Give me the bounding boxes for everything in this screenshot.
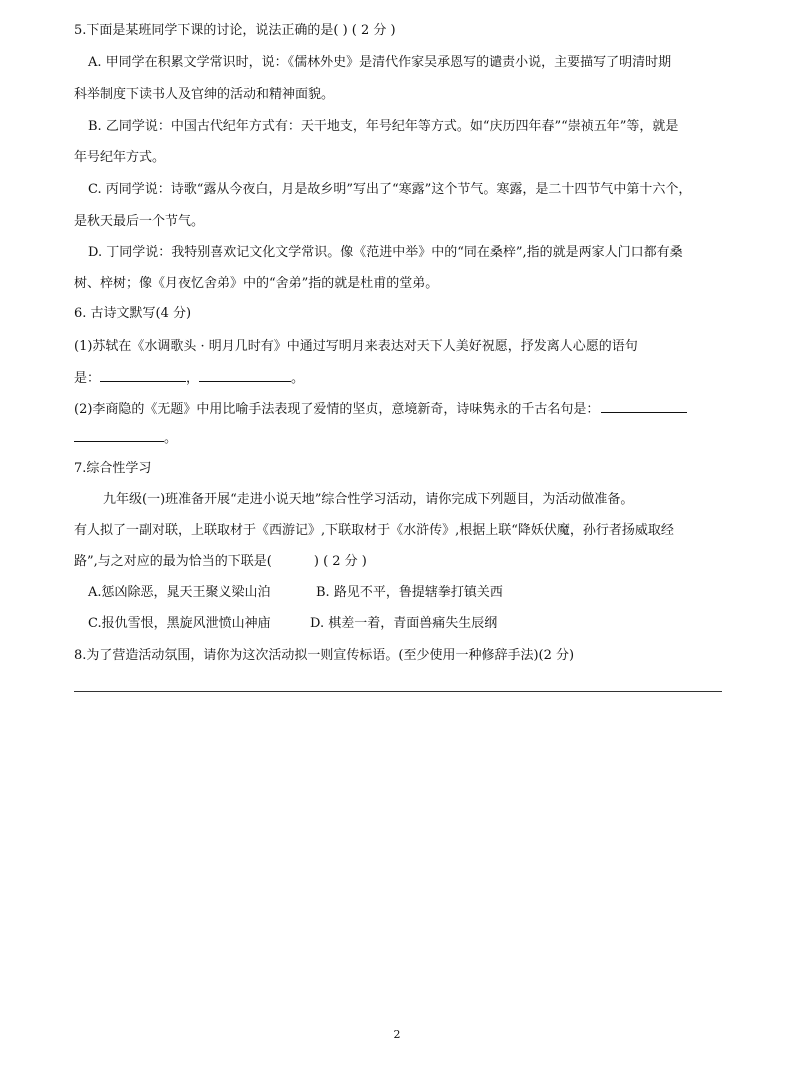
q6-part1-end: 。 [291, 371, 305, 386]
q7-couplet-line2 [74, 553, 367, 571]
q7-option-a: A.惩凶除恶，晁天王聚义梁山泊 [88, 585, 271, 600]
q6-stem: 6. 古诗文默写(4 分) [74, 306, 192, 321]
q6-part1-prefix: 是： [74, 371, 101, 386]
q7-couplet-line1: 有人拟了一副对联，上联取材于《西游记》,下联取材于《水浒传》,根据上联“降妖伏魔，孙行者扬威取经 [74, 523, 674, 538]
q8-stem: 8.为了营造活动氛围，请你为这次活动拟一则宣传标语。(至少使用一种修辞手法)(2 分) [74, 648, 575, 663]
q7-option-d: D. 棋差一着，青面兽痛失生辰纲 [310, 616, 498, 631]
q5-option-a-line2: 科举制度下读书人及官绅的活动和精神面貌。 [74, 87, 335, 102]
q5-stem: 5.下面是某班同学下课的讨论，说法正确的是( ) ( 2 分 ) [74, 23, 396, 38]
q6-part1-line2 [74, 369, 304, 388]
answer-line[interactable] [74, 691, 722, 692]
q5-option-a-line1: A. 甲同学在积累文学常识时，说：《儒林外史》是清代作家吴承恩写的谴责小说，主要描写了明清时期 [88, 55, 672, 70]
q6-part2-line2 [74, 429, 177, 448]
q7-option-b: B. 路见不平，鲁提辖拳打镇关西 [316, 585, 503, 600]
q6-part2-text: (2)李商隐的《无题》中用比喻手法表现了爱情的坚贞，意境新奇，诗味隽永的千古名句是： [74, 402, 600, 417]
q7-option-c: C.报仇雪恨，黑旋风泄愤山神庙 [88, 616, 271, 631]
q5-option-d-line1: D. 丁同学说：我特别喜欢记文化文学常识。像《范进中举》中的“同在桑梓”,指的就是两家人门口都有桑 [88, 245, 683, 260]
q6-part2-line1 [74, 400, 687, 419]
answer-blank-2[interactable] [199, 369, 291, 382]
page-number: 2 [393, 1028, 401, 1041]
answer-blank-4[interactable] [74, 429, 164, 442]
q5-option-c-line1: C. 丙同学说：诗歌“露从今夜白，月是故乡明”写出了“寒露”这个节气。寒露，是二十四节气中第十六个， [88, 182, 692, 197]
answer-blank-1[interactable] [100, 369, 186, 382]
q6-part2-end: 。 [164, 431, 178, 446]
answer-blank-3[interactable] [601, 400, 687, 413]
q7-couplet-prefix: 路”,与之对应的最为恰当的下联是( [74, 554, 272, 569]
q5-option-b-line1: B. 乙同学说：中国古代纪年方式有：天干地支，年号纪年等方式。如“庆历四年春”“崇祯五年”等，就是 [88, 119, 679, 134]
q6-part1-separator: ， [186, 371, 200, 386]
q6-part1-line1: (1)苏轼在《水调歌头 · 明月几时有》中通过写明月来表达对天下人美好祝愿，抒发离人心愿的语句 [74, 339, 638, 354]
q5-option-c-line2: 是秋天最后一个节气。 [74, 214, 205, 229]
q7-intro: 九年级(一)班准备开展“走进小说天地”综合性学习活动，请你完成下列题目，为活动做准备。 [103, 492, 634, 507]
q5-option-b-line2: 年号纪年方式。 [74, 150, 166, 165]
q7-couplet-points: ) ( 2 分 ) [313, 554, 367, 569]
q5-option-d-line2: 树、梓树；像《月夜忆舍弟》中的“舍弟”指的就是杜甫的堂弟。 [74, 276, 439, 291]
q7-stem: 7.综合性学习 [74, 461, 152, 476]
